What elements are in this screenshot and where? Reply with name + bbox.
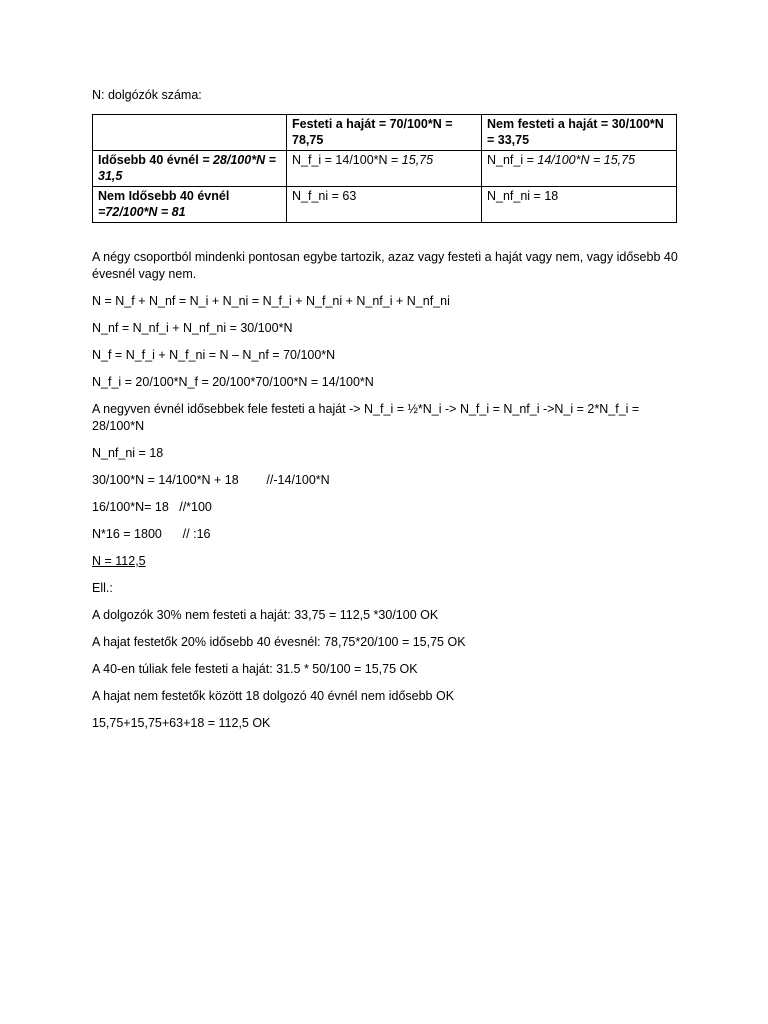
cell-italic: 14/100*N = 15,75: [537, 153, 636, 167]
equation-step-1: 30/100*N = 14/100*N + 18 //-14/100*N: [92, 473, 330, 487]
intro-line: N: dolgózók száma:: [92, 88, 202, 102]
equation-nf-ni: N_nf_ni = 18: [92, 446, 164, 460]
table-cell-nf-i: [482, 151, 677, 187]
data-table: [92, 114, 677, 223]
result-line: N = 112,5: [92, 554, 146, 568]
table-row-label-nem-idosebb: [93, 187, 287, 223]
row-label-italic: =72/100*N = 81: [98, 205, 186, 219]
table-header-nem-festeti: Nem festeti a haját = 30/100*N = 33,75: [482, 115, 677, 151]
check-line-1: A dolgozók 30% nem festeti a haját: 33,75 = 112,5 *30/100 OK: [92, 608, 439, 622]
table-row: [93, 151, 677, 187]
paragraph-groups: A négy csoportból mindenki pontosan egybe tartozik, azaz vagy festeti a haját vagy nem, vagy idősebb 40 évesnél vagy nem.: [92, 250, 682, 281]
table-header-row: [93, 115, 677, 151]
check-line-5: 15,75+15,75+63+18 = 112,5 OK: [92, 716, 271, 730]
table-cell-nf-ni: N_nf_ni = 18: [482, 187, 677, 223]
equation-step-3: N*16 = 1800 // :16: [92, 527, 211, 541]
row-label-bold: Idősebb 40 évnél: [98, 153, 199, 167]
check-line-3: A 40-en túliak fele festeti a haját: 31.5 * 50/100 = 15,75 OK: [92, 662, 418, 676]
table-cell-empty: [93, 115, 287, 151]
equation-total: N = N_f + N_nf = N_i + N_ni = N_f_i + N_f_ni + N_nf_i + N_nf_ni: [92, 294, 450, 308]
equation-f-i: N_f_i = 20/100*N_f = 20/100*70/100*N = 14/100*N: [92, 375, 374, 389]
cell-plain: N_f_i = 14/100*N =: [292, 153, 402, 167]
table-cell-f-i: [287, 151, 482, 187]
equation-f: N_f = N_f_i + N_f_ni = N – N_nf = 70/100*N: [92, 348, 336, 362]
table-row: [93, 187, 677, 223]
check-line-2: A hajat festetők 20% idősebb 40 évesnél: 78,75*20/100 = 15,75 OK: [92, 635, 466, 649]
row-label-bold: Nem Idősebb 40 évnél: [98, 189, 230, 203]
check-line-4: A hajat nem festetők között 18 dolgozó 40 évnél nem idősebb OK: [92, 689, 455, 703]
row-label-italic: = 28/100*N = 31,5: [98, 153, 276, 183]
cell-plain: N_nf_i =: [487, 153, 538, 167]
cell-italic: 15,75: [401, 153, 434, 167]
document-page: [92, 87, 682, 732]
table-header-festeti: Festeti a haját = 70/100*N = 78,75: [287, 115, 482, 151]
equation-nf: N_nf = N_nf_i + N_nf_ni = 30/100*N: [92, 321, 293, 335]
table-row-label-idosebb: [93, 151, 287, 187]
paragraph-negyven: A negyven évnél idősebbek fele festeti a haját -> N_f_i = ½*N_i -> N_f_i = N_nf_i ->N_i = 2*N_f_i = 28/100*N: [92, 402, 643, 433]
check-heading: Ell.:: [92, 581, 113, 595]
table-cell-f-ni: N_f_ni = 63: [287, 187, 482, 223]
equation-step-2: 16/100*N= 18 //*100: [92, 500, 212, 514]
